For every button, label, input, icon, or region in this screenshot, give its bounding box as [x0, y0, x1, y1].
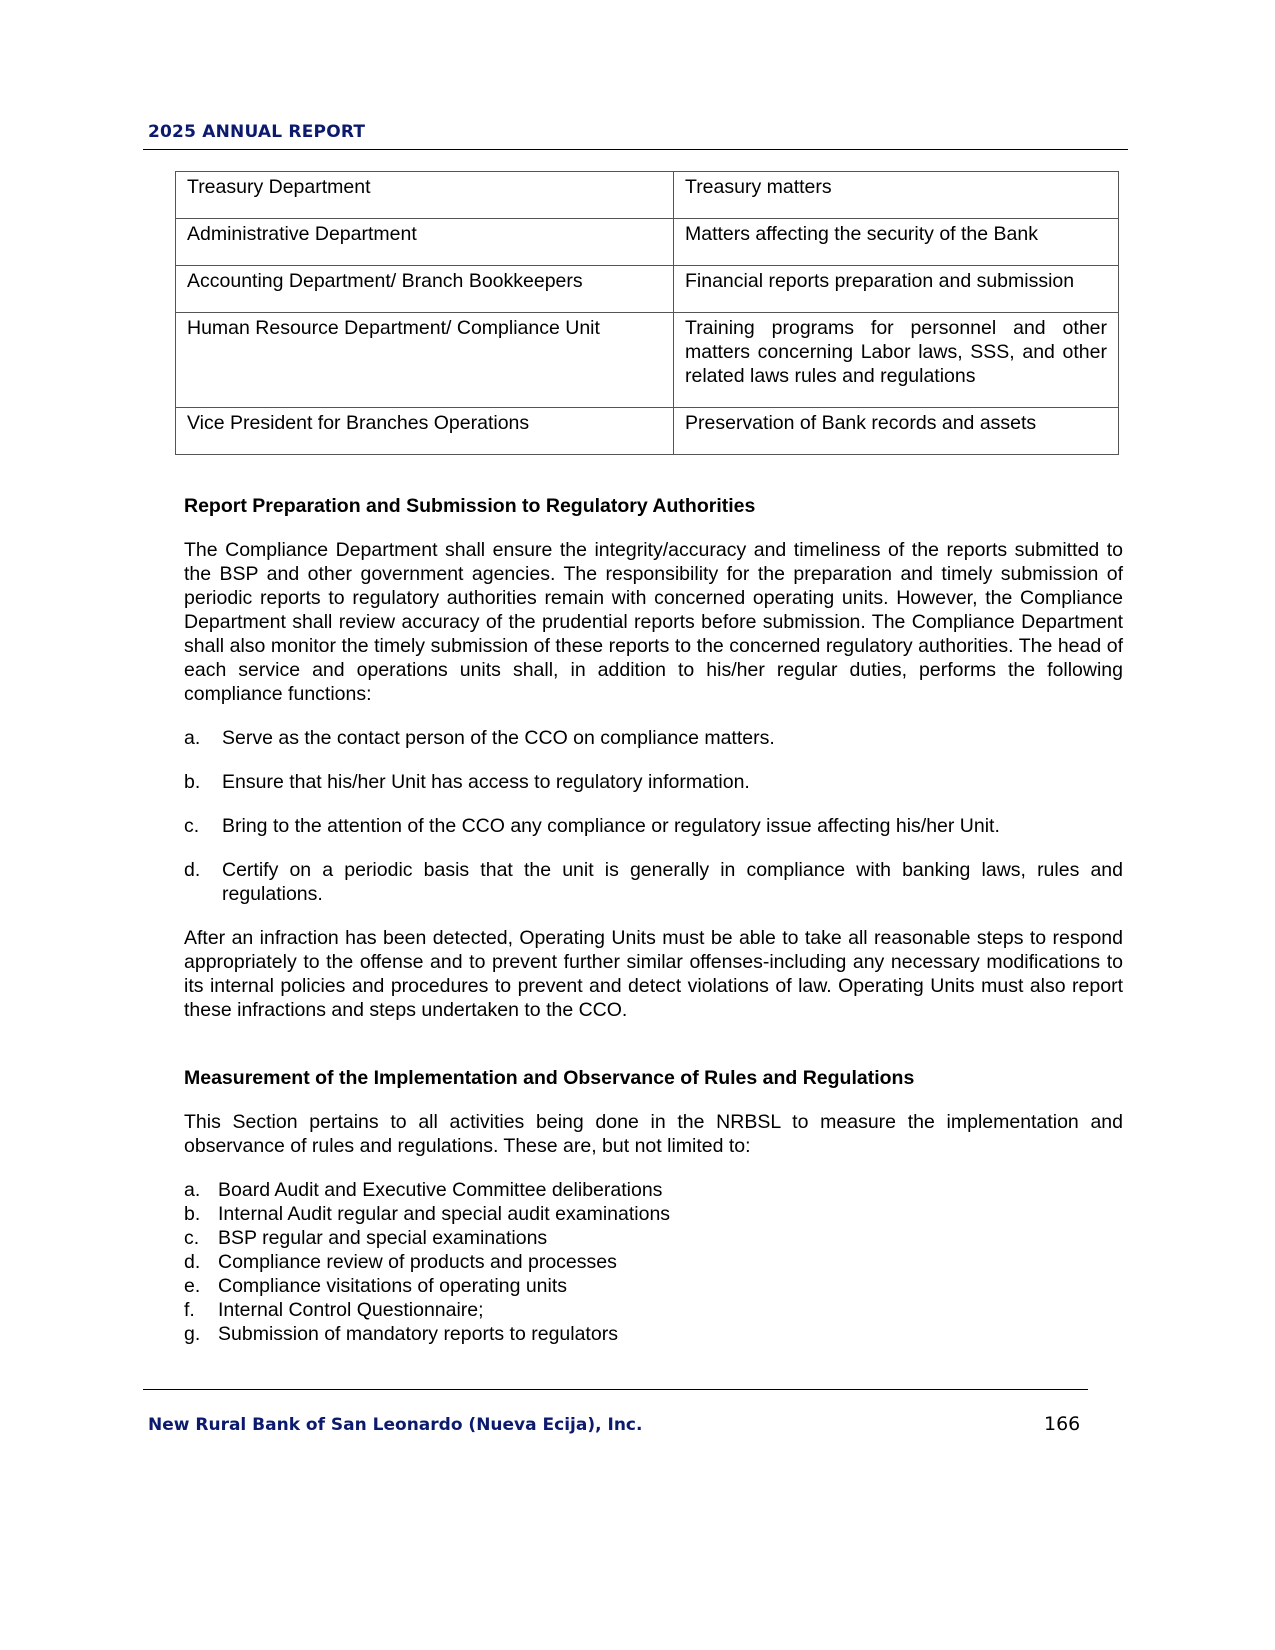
list-marker: a.	[184, 727, 201, 749]
footer-divider	[143, 1389, 1088, 1390]
list-item-text: Bring to the attention of the CCO any compliance or regulatory issue affecting his/her Unit.	[222, 815, 1000, 837]
measurement-activities-list	[184, 1178, 1123, 1346]
list-marker: c.	[184, 1227, 200, 1249]
list-item	[184, 1274, 1123, 1298]
list-item	[184, 1178, 1123, 1202]
table-row	[176, 408, 1119, 455]
unit-cell: Administrative Department	[176, 219, 674, 266]
responsibility-cell: Financial reports preparation and submission	[674, 266, 1119, 313]
unit-cell: Treasury Department	[176, 172, 674, 219]
list-marker: d.	[184, 1251, 201, 1273]
list-item	[184, 1250, 1123, 1274]
page-number: 166	[1044, 1413, 1081, 1435]
list-item	[184, 726, 1123, 750]
section-heading: Report Preparation and Submission to Regulatory Authorities	[184, 495, 756, 517]
responsibility-cell: Training programs for personnel and other matters concerning Labor laws, SSS, and other related laws rules and regulations	[674, 313, 1119, 408]
section-heading: Measurement of the Implementation and Observance of Rules and Regulations	[184, 1067, 915, 1089]
list-marker: d.	[184, 859, 201, 881]
body-paragraph: This Section pertains to all activities being done in the NRBSL to measure the implementation and observance of rules and regulations. These are, but not limited to:	[184, 1111, 1123, 1157]
list-item	[184, 814, 1123, 838]
list-item-text: Board Audit and Executive Committee deliberations	[218, 1179, 663, 1201]
list-marker: e.	[184, 1275, 201, 1297]
list-item	[184, 858, 1123, 906]
list-item	[184, 1322, 1123, 1346]
table-row	[176, 266, 1119, 313]
list-item	[184, 1202, 1123, 1226]
unit-cell: Human Resource Department/ Compliance Unit	[176, 313, 674, 408]
list-item	[184, 1226, 1123, 1250]
list-item-text: Ensure that his/her Unit has access to regulatory information.	[222, 771, 750, 793]
list-marker: f.	[184, 1299, 195, 1321]
list-item-text: Internal Control Questionnaire;	[218, 1299, 484, 1321]
responsibility-cell: Treasury matters	[674, 172, 1119, 219]
main-content	[184, 494, 1123, 1346]
list-item-text: Compliance visitations of operating units	[218, 1275, 568, 1297]
list-marker: g.	[184, 1323, 201, 1345]
list-item-text: Submission of mandatory reports to regulators	[218, 1323, 618, 1345]
list-item	[184, 770, 1123, 794]
body-paragraph: The Compliance Department shall ensure the integrity/accuracy and timeliness of the reports submitted to the BSP and other government agencies. The responsibility for the preparation and timely submission of periodic reports to regulatory authorities remain with concerned operating units. However, the Compliance Department shall review accuracy of the prudential reports before submission. The Compliance Department shall also monitor the timely submission of these reports to the concerned regulatory authorities. The head of each service and operations units shall, in addition to his/her regular duties, performs the following compliance functions:	[184, 539, 1123, 705]
list-item	[184, 1298, 1123, 1322]
list-item-text: BSP regular and special examinations	[218, 1227, 548, 1249]
compliance-functions-list	[184, 726, 1123, 906]
list-marker: a.	[184, 1179, 201, 1201]
table-row	[176, 313, 1119, 408]
responsibility-table	[175, 171, 1119, 455]
header-divider	[143, 149, 1128, 150]
footer-bank-name: New Rural Bank of San Leonardo (Nueva Ecija), Inc.	[148, 1415, 643, 1435]
table-row	[176, 172, 1119, 219]
unit-cell: Accounting Department/ Branch Bookkeepers	[176, 266, 674, 313]
table-row	[176, 219, 1119, 266]
list-marker: c.	[184, 815, 200, 837]
list-marker: b.	[184, 771, 201, 793]
list-item-text: Serve as the contact person of the CCO on compliance matters.	[222, 727, 775, 749]
list-item-text: Certify on a periodic basis that the unit is generally in compliance with banking laws, rules and regulations.	[222, 859, 1123, 905]
body-paragraph: After an infraction has been detected, Operating Units must be able to take all reasonable steps to respond appropriately to the offense and to prevent further similar offenses-including any necessary modifications to its internal policies and procedures to prevent and detect violations of law. Operating Units must also report these infractions and steps undertaken to the CCO.	[184, 927, 1123, 1021]
responsibility-cell: Preservation of Bank records and assets	[674, 408, 1119, 455]
list-marker: b.	[184, 1203, 201, 1225]
list-item-text: Compliance review of products and processes	[218, 1251, 617, 1273]
report-header-title: 2025 ANNUAL REPORT	[148, 122, 366, 142]
unit-cell: Vice President for Branches Operations	[176, 408, 674, 455]
responsibility-cell: Matters affecting the security of the Bank	[674, 219, 1119, 266]
list-item-text: Internal Audit regular and special audit examinations	[218, 1203, 671, 1225]
